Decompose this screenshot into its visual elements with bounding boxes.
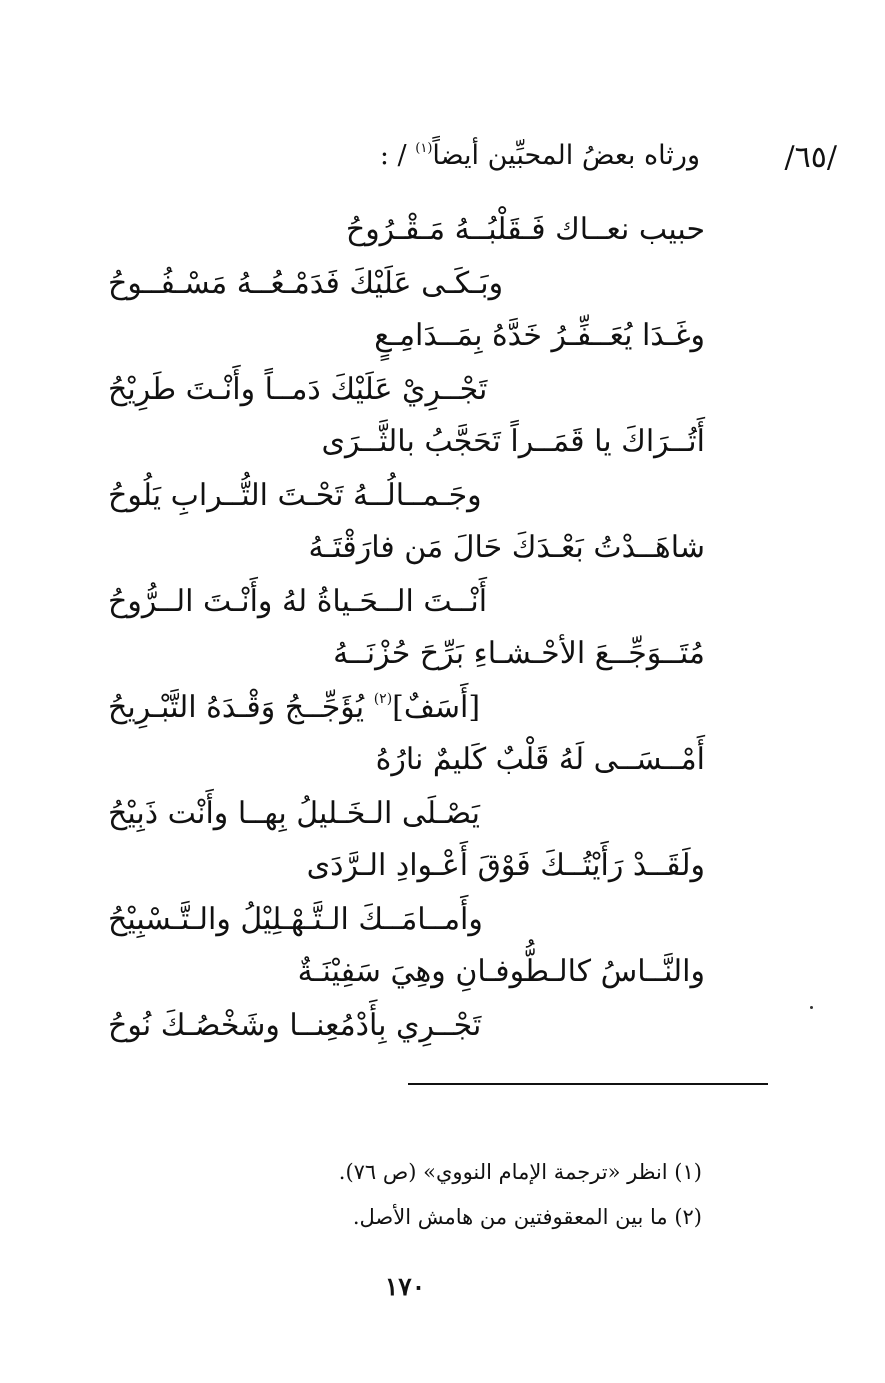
verse-2-second-hemistich: تَجْــرِيْ عَلَيْكَ دَمــاً وأَنْـتَ طَرِيْحُ — [108, 372, 488, 407]
verse-8-first-hemistich: والنَّــاسُ كالـطُّوفـانِ وهِيَ سَفِيْنَـةٌ — [297, 954, 705, 989]
verse-1-first-hemistich: حبيب نعــاك فَـقَلْبُــهُ مَـقْـرُوحُ — [345, 212, 705, 247]
verse-5-first-hemistich: مُتَــوَجِّــعَ الأحْـشـاءِ بَرِّحَ حُزْنَــهُ — [333, 636, 705, 671]
verse-3-first-hemistich: أَتُــرَاكَ يا قَمَــراً تَحَجَّبُ بالثَّــرَى — [321, 424, 705, 459]
poem-intro — [380, 140, 700, 171]
verse-8-second-hemistich: تَجْــرِي بِأَدْمُعِنــا وشَخْصُـكَ نُوحُ — [108, 1008, 482, 1043]
verse-5-second-hemistich — [108, 690, 480, 725]
verse-6-first-hemistich: أَمْــسَــى لَهُ قَلْبٌ كَليمٌ نارُهُ — [375, 742, 705, 777]
footnote-separator — [408, 1083, 768, 1085]
footnote-ref-2: (٢) — [373, 691, 393, 707]
verse-7-first-hemistich: ولَقَــدْ رَأَيْتُــكَ فَوْقَ أَعْـوادِ الـرَّدَى — [306, 848, 705, 883]
verse-2-first-hemistich: وغَـدَا يُعَــفِّـرُ خَدَّهُ بِمَــدَامِـعٍ — [374, 318, 705, 353]
verse-3-second-hemistich: وجَـمــالُــهُ تَحْـتَ التُّــرابِ يَلُوحُ — [108, 478, 482, 513]
scan-speck — [810, 1006, 813, 1009]
verse-4-second-hemistich: أَنْــتَ الــحَـياةُ لهُ وأَنْـتَ الــرُّوحُ — [108, 584, 488, 619]
footnote-1: (١) انظر «ترجمة الإمام النووي» (ص ٧٦). — [338, 1160, 702, 1184]
page-number: ١٧٠ — [384, 1272, 426, 1301]
intro-text: ورثاه بعضُ المحبِّين أيضاً — [432, 140, 700, 171]
verse-5-second-hemistich-rest: يُؤَجِّــجُ وَقْـدَهُ التَّبْـرِيحُ — [108, 690, 365, 725]
verse-7-second-hemistich: وأَمــامَــكَ الـتَّـهْـلِيْلُ والـتَّـسْبِيْحُ — [108, 902, 483, 937]
manuscript-page-marker: /٦٥/ — [784, 140, 837, 175]
intro-tail: / : — [379, 140, 407, 171]
verse-4-first-hemistich: شاهَــدْتُ بَعْـدَكَ حَالَ مَن فارَقْتَـهُ — [308, 530, 705, 565]
footnote-2: (٢) ما بين المعقوفتين من هامش الأصل. — [352, 1205, 702, 1229]
bracketed-word: [أَسَفٌ] — [392, 690, 481, 725]
footnote-ref-1: (١) — [415, 141, 433, 156]
verse-6-second-hemistich: يَصْـلَى الـخَـليلُ بِهــا وأَنْت ذَبِيْحُ — [108, 796, 481, 831]
verse-1-second-hemistich: وبَـكَـى عَلَيْكَ فَدَمْـعُــهُ مَسْـفُــوحُ — [108, 266, 504, 301]
